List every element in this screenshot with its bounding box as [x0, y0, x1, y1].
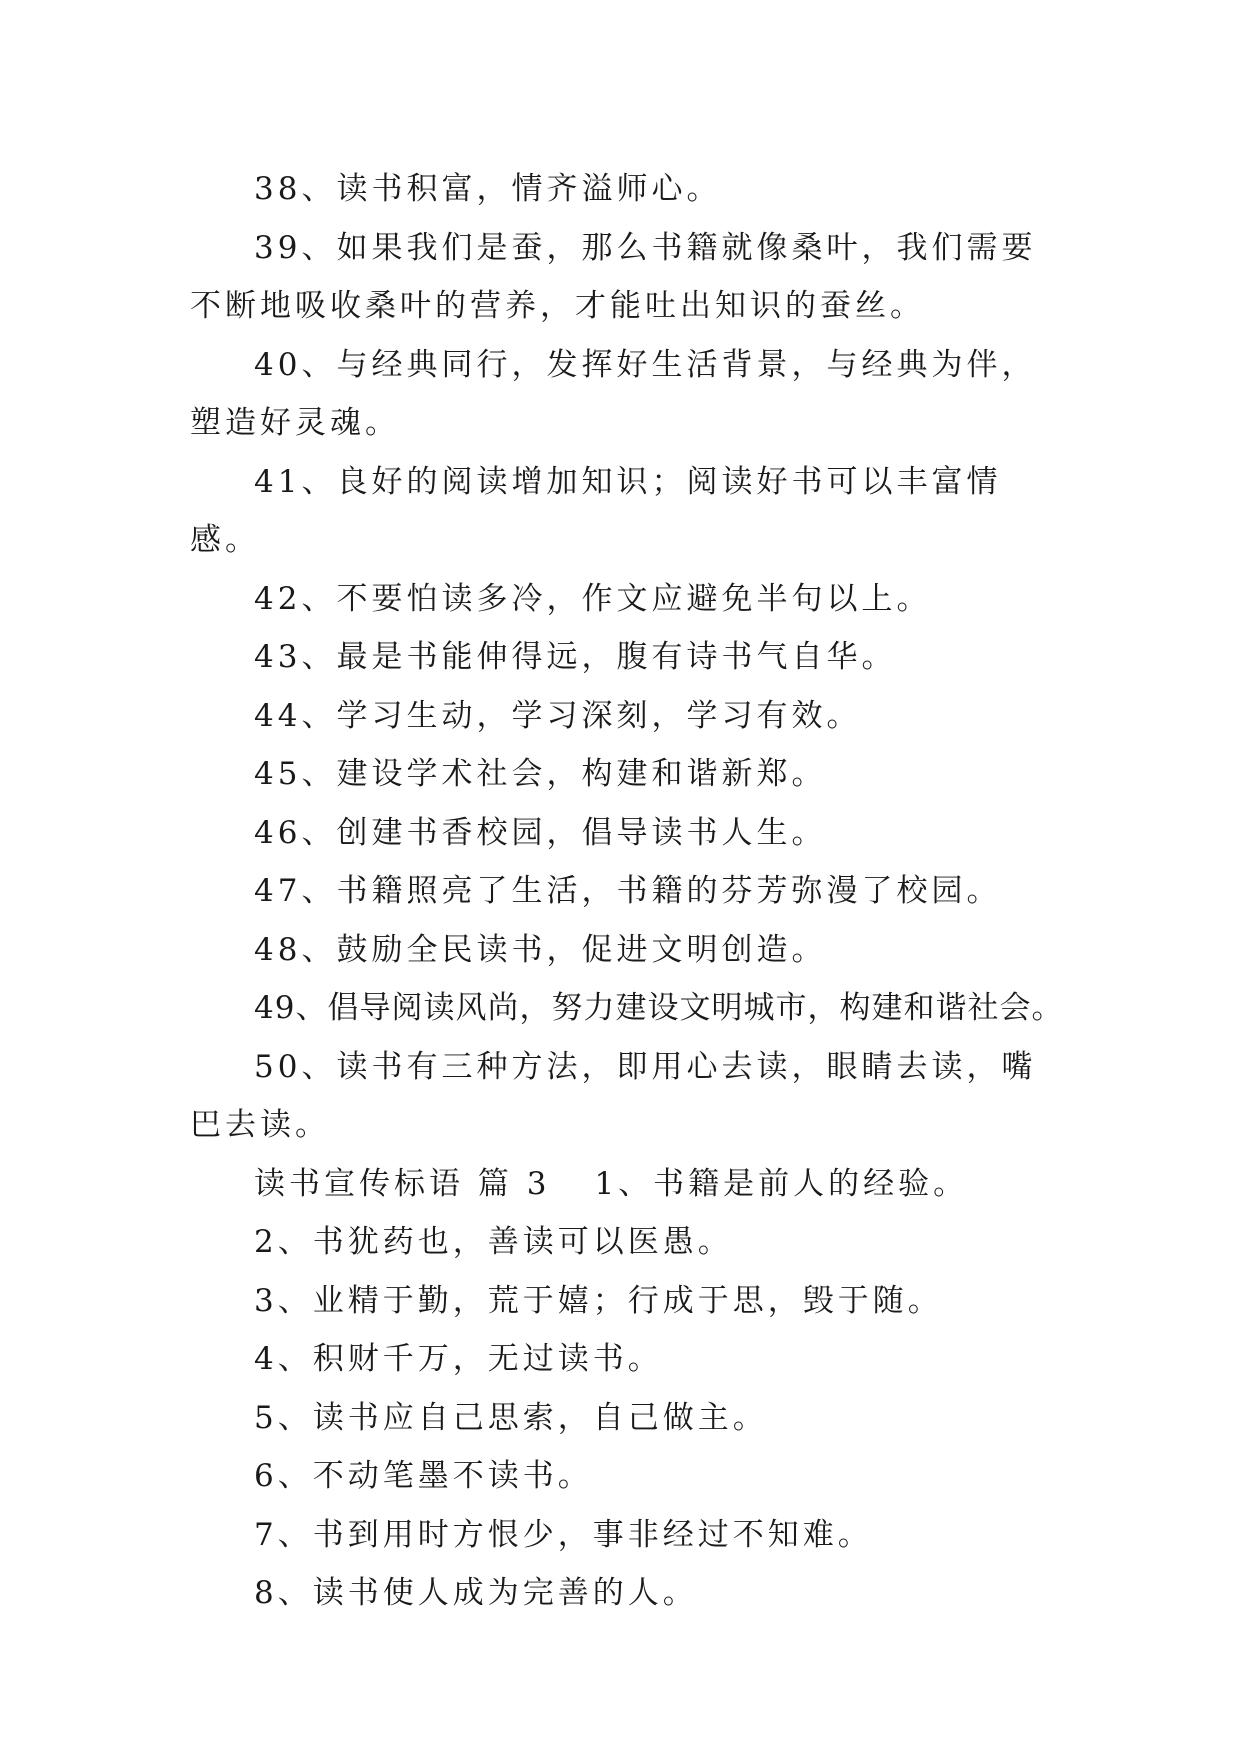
- list-item-2: 2、书犹药也，善读可以医愚。: [254, 1224, 733, 1260]
- document-body: [190, 160, 1064, 1623]
- list-item-48: 48、鼓励全民读书，促进文明创造。: [254, 931, 827, 968]
- list-item-47: 47、书籍照亮了生活，书籍的芬芳弥漫了校园。: [254, 873, 1002, 909]
- list-item-40: 40、与经典同行，发挥好生活背景，与经典为伴，塑造好灵魂。: [190, 346, 1037, 441]
- list-item-46: 46、创建书香校园，倡导读书人生。: [254, 814, 827, 851]
- list-item-4: 4、积财千万，无过读书。: [254, 1341, 663, 1377]
- section-heading-line: [190, 1155, 1055, 1214]
- list-item-50: 50、读书有三种方法，即用心去读，眼睛去读，嘴巴去读。: [190, 1048, 1037, 1143]
- list-item-5: 5、读书应自己思索，自己做主。: [254, 1399, 768, 1436]
- list-item-49: 49、倡导阅读风尚，努力建设文明城市，构建和谐社会。: [254, 990, 1064, 1026]
- list-item-1: 1、书籍是前人的经验。: [594, 1165, 969, 1202]
- list-item-39: 39、如果我们是蚕，那么书籍就像桑叶，我们需要不断地吸收桑叶的营养，才能吐出知识的蚕丝。: [190, 229, 1037, 324]
- list-item-38: 38、读书积富，情齐溢师心。: [254, 171, 722, 207]
- list-item-3: 3、业精于勤，荒于嬉；行成于思，毁于随。: [254, 1282, 943, 1319]
- list-item-42: 42、不要怕读多冷，作文应避免半句以上。: [254, 580, 932, 617]
- list-item-6: 6、不动笔墨不读书。: [254, 1458, 593, 1494]
- list-item-7: 7、书到用时方恨少，事非经过不知难。: [254, 1516, 873, 1553]
- section-heading: 读书宣传标语 篇 3: [254, 1165, 551, 1202]
- list-item-45: 45、建设学术社会，构建和谐新郑。: [254, 756, 827, 792]
- list-item-43: 43、最是书能伸得远，腹有诗书气自华。: [254, 639, 897, 675]
- list-item-44: 44、学习生动，学习深刻，学习有效。: [254, 697, 862, 734]
- list-item-41: 41、良好的阅读增加知识；阅读好书可以丰富情感。: [190, 463, 1002, 558]
- list-item-8: 8、读书使人成为完善的人。: [254, 1575, 698, 1611]
